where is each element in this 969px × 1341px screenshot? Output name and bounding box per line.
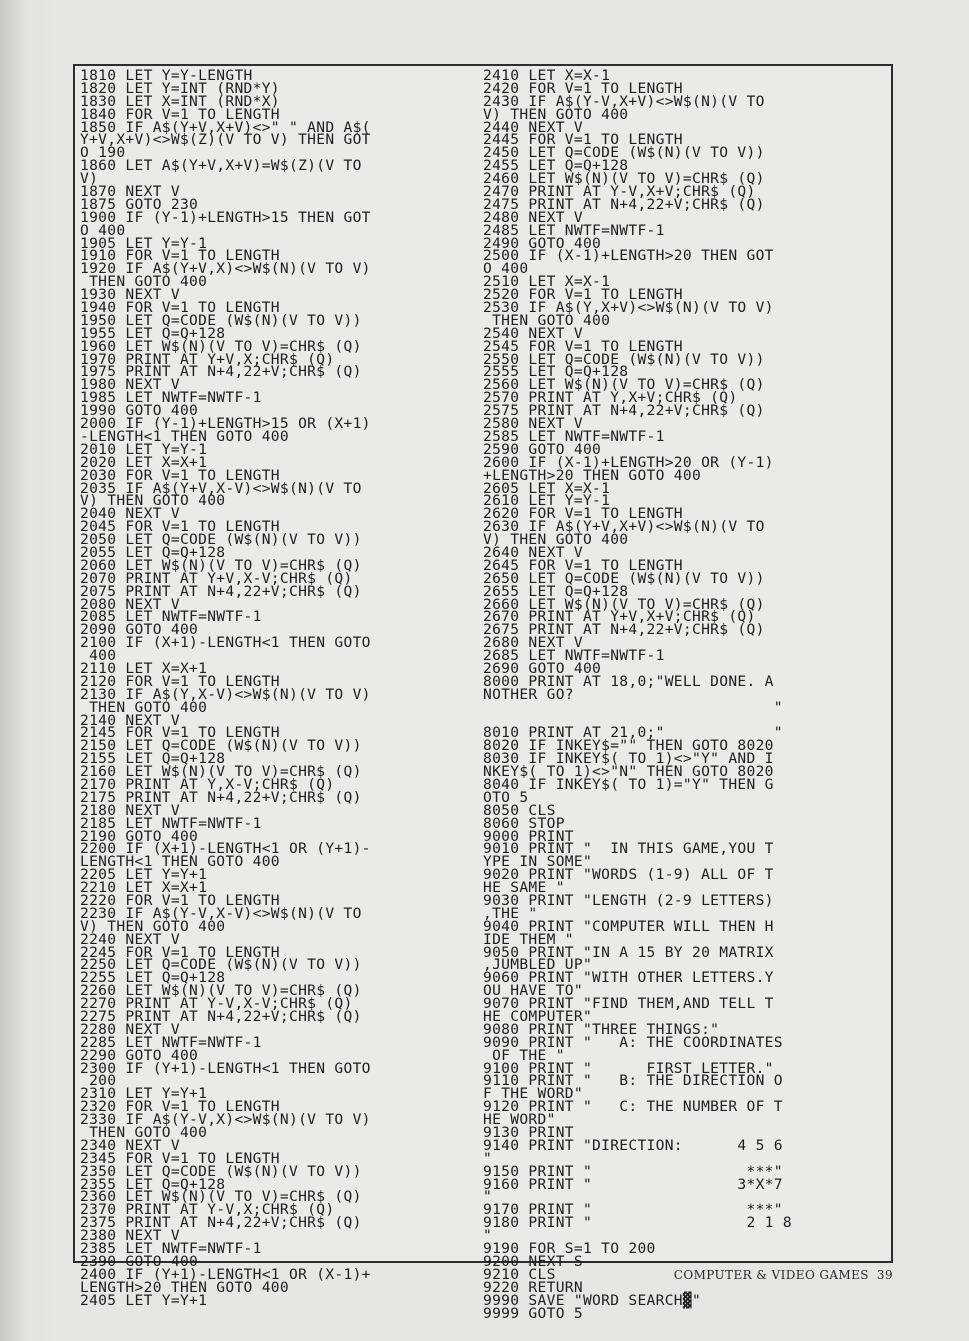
code-line: V) THEN GOTO 400	[483, 531, 629, 549]
code-line: 2450 LET Q=CODE (W$(N)(V TO V))	[483, 144, 765, 162]
code-line: 1920 IF A$(Y+V,X)<>W$(N)(V TO V)	[80, 260, 371, 278]
code-line: 9040 PRINT "COMPUTER WILL THEN H	[483, 917, 774, 935]
code-line: THEN GOTO 400	[483, 311, 611, 329]
code-line: 9999 GOTO 5	[483, 1304, 583, 1322]
code-line: 1820 LET Y=INT (RND*Y)	[80, 79, 280, 97]
code-line: 8040 IF INKEY$( TO 1)="Y" THEN G	[483, 775, 774, 793]
code-line: Y+V,X+V)<>W$(Z)(V TO V) THEN GOT	[80, 131, 371, 149]
code-line: 2260 LET W$(N)(V TO V)=CHR$ (Q)	[80, 982, 362, 1000]
code-line: 2110 LET X=X+1	[80, 659, 208, 677]
code-line: 2240 NEXT V	[80, 930, 180, 948]
code-line: 2375 PRINT AT N+4,22+V;CHR$ (Q)	[80, 1214, 362, 1232]
code-line: 9080 PRINT "THREE THINGS:"	[483, 1020, 720, 1038]
code-line: 8010 PRINT AT 21,0;" "	[483, 724, 783, 742]
code-line: 400	[80, 647, 117, 665]
code-line: 2385 LET NWTF=NWTF-1	[80, 1240, 262, 1258]
code-line: 1980 NEXT V	[80, 376, 180, 394]
code-line: 2300 IF (Y+1)-LENGTH<1 THEN GOTO	[80, 1059, 371, 1077]
code-line: "	[483, 1227, 493, 1245]
code-line: 2645 FOR V=1 TO LENGTH	[483, 556, 683, 574]
code-line: 2660 LET W$(N)(V TO V)=CHR$ (Q)	[483, 595, 765, 613]
code-line: 9010 PRINT " IN THIS GAME,YOU T	[483, 840, 774, 858]
code-line: 2245 FOR V=1 TO LENGTH	[80, 943, 280, 961]
code-line: 2045 FOR V=1 TO LENGTH	[80, 518, 280, 536]
code-line: 9150 PRINT " ***"	[483, 1162, 783, 1180]
code-line: 2485 LET NWTF=NWTF-1	[483, 221, 665, 239]
code-line: 2170 PRINT AT Y,X-V;CHR$ (Q)	[80, 775, 335, 793]
code-line: 2475 PRINT AT N+4,22+V;CHR$ (Q)	[483, 195, 765, 213]
code-line: 2285 LET NWTF=NWTF-1	[80, 1033, 262, 1051]
code-line: 1990 GOTO 400	[80, 402, 199, 420]
code-line: 9110 PRINT " B: THE DIRECTION O	[483, 1072, 783, 1090]
code-line: 2280 NEXT V	[80, 1020, 180, 1038]
code-line: 8060 STOP	[483, 814, 565, 832]
code-line: 9060 PRINT "WITH OTHER LETTERS.Y	[483, 969, 774, 987]
code-line: 1900 IF (Y-1)+LENGTH>15 THEN GOT	[80, 208, 371, 226]
page-footer	[674, 1268, 893, 1282]
code-line: 2185 LET NWTF=NWTF-1	[80, 814, 262, 832]
code-line: IDE THEM "	[483, 930, 574, 948]
code-line: 9050 PRINT "IN A 15 BY 20 MATRIX	[483, 943, 774, 961]
code-line: 2345 FOR V=1 TO LENGTH	[80, 1149, 280, 1167]
code-line: LENGTH<1 THEN GOTO 400	[80, 853, 280, 871]
code-line: ,JUMBLED UP"	[483, 956, 593, 974]
code-line: THEN GOTO 400	[80, 1124, 208, 1142]
code-line: 2250 LET Q=CODE (W$(N)(V TO V))	[80, 956, 362, 974]
code-line: 1810 LET Y=Y-LENGTH	[80, 67, 253, 84]
code-line: 2630 IF A$(Y+V,X+V)<>W$(N)(V TO	[483, 518, 765, 536]
code-line: "	[483, 1188, 493, 1206]
listing-left-column	[80, 67, 371, 1309]
page-number: 39	[876, 1268, 893, 1282]
code-line: 2575 PRINT AT N+4,22+V;CHR$ (Q)	[483, 402, 765, 420]
code-line: 2080 NEXT V	[80, 595, 180, 613]
code-line: 8050 CLS	[483, 801, 556, 819]
code-line: V) THEN GOTO 400	[80, 492, 226, 510]
code-line: 2440 NEXT V	[483, 118, 583, 136]
code-line: 2030 FOR V=1 TO LENGTH	[80, 466, 280, 484]
code-line: 2670 PRINT AT Y+V,X+V;CHR$ (Q)	[483, 608, 756, 626]
code-line: 8020 IF INKEY$="" THEN GOTO 8020	[483, 737, 774, 755]
code-line: 2155 LET Q=Q+128	[80, 750, 226, 768]
code-line: 2040 NEXT V	[80, 505, 180, 523]
code-line: 2000 IF (Y-1)+LENGTH>15 OR (X+1)	[80, 415, 371, 433]
code-line: 2270 PRINT AT Y-V,X-V;CHR$ (Q)	[80, 995, 353, 1013]
code-line: V) THEN GOTO 400	[483, 105, 629, 123]
code-line: 9000 PRINT	[483, 827, 574, 845]
code-line: 2350 LET Q=CODE (W$(N)(V TO V))	[80, 1162, 362, 1180]
code-line: 2180 NEXT V	[80, 801, 180, 819]
code-line: 1970 PRINT AT Y+V,X;CHR$ (Q)	[80, 350, 335, 368]
code-line: 8000 PRINT AT 18,0;"WELL DONE. A	[483, 672, 774, 690]
code-line: 2370 PRINT AT Y-V,X;CHR$ (Q)	[80, 1201, 335, 1219]
code-line: 1975 PRINT AT N+4,22+V;CHR$ (Q)	[80, 363, 362, 381]
code-line: 2640 NEXT V	[483, 543, 583, 561]
code-line: 1875 GOTO 230	[80, 195, 199, 213]
code-line: 9220 RETURN	[483, 1278, 583, 1296]
code-line: 2590 GOTO 400	[483, 440, 602, 458]
code-line: V)	[80, 170, 99, 188]
code-line: 9100 PRINT " FIRST LETTER."	[483, 1059, 774, 1077]
code-line: 2550 LET Q=CODE (W$(N)(V TO V))	[483, 350, 765, 368]
code-line: 2510 LET X=X-1	[483, 273, 611, 291]
code-line: 9120 PRINT " C: THE NUMBER OF T	[483, 1098, 783, 1116]
code-line: 2145 FOR V=1 TO LENGTH	[80, 724, 280, 742]
code-line: 2130 IF A$(Y,X-V)<>W$(N)(V TO V)	[80, 685, 371, 703]
code-line: 2620 FOR V=1 TO LENGTH	[483, 505, 683, 523]
code-line: 2410 LET X=X-1	[483, 67, 611, 84]
code-line: 9170 PRINT " ***"	[483, 1201, 783, 1219]
magazine-title: COMPUTER & VIDEO GAMES	[673, 1268, 869, 1282]
code-line: 9210 CLS	[483, 1265, 556, 1283]
code-line: 2685 LET NWTF=NWTF-1	[483, 647, 665, 665]
code-line: 9030 PRINT "LENGTH (2-9 LETTERS)	[483, 892, 774, 909]
code-line: 1910 FOR V=1 TO LENGTH	[80, 247, 280, 265]
code-line: 9140 PRINT "DIRECTION: 4 5 6	[483, 1136, 783, 1154]
code-line: 2100 IF (X+1)-LENGTH<1 THEN GOTO	[80, 634, 371, 652]
code-line: 2230 IF A$(Y-V,X-V)<>W$(N)(V TO	[80, 904, 362, 922]
code-line: 2010 LET Y=Y-1	[80, 440, 208, 458]
code-line: 2050 LET Q=CODE (W$(N)(V TO V))	[80, 531, 362, 549]
code-line: 2650 LET Q=CODE (W$(N)(V TO V))	[483, 569, 765, 587]
code-line: 2320 FOR V=1 TO LENGTH	[80, 1098, 280, 1116]
code-line: 200	[80, 1072, 117, 1090]
code-line: 2220 FOR V=1 TO LENGTH	[80, 892, 280, 909]
code-line: 2490 GOTO 400	[483, 234, 602, 252]
code-line: 2340 NEXT V	[80, 1136, 180, 1154]
code-line: 1950 LET Q=CODE (W$(N)(V TO V))	[80, 311, 362, 329]
code-line: 1850 IF A$(Y+V,X+V)<>" " AND A$(	[80, 118, 371, 136]
code-line: 2610 LET Y=Y-1	[483, 492, 611, 510]
code-line: 2580 NEXT V	[483, 415, 583, 433]
code-line: 2680 NEXT V	[483, 634, 583, 652]
code-line: 2290 GOTO 400	[80, 1046, 199, 1064]
code-line: 2310 LET Y=Y+1	[80, 1085, 208, 1103]
code-line: 1870 NEXT V	[80, 183, 180, 201]
code-line: 2035 IF A$(Y+V,X-V)<>W$(N)(V TO	[80, 479, 362, 497]
code-line: 9090 PRINT " A: THE COORDINATES	[483, 1033, 783, 1051]
code-line: 2560 LET W$(N)(V TO V)=CHR$ (Q)	[483, 376, 765, 394]
code-line: 2330 IF A$(Y-V,X)<>W$(N)(V TO V)	[80, 1111, 371, 1129]
code-line: +LENGTH>20 THEN GOTO 400	[483, 466, 702, 484]
code-line: O 190	[80, 144, 126, 162]
code-line: LENGTH>20 THEN GOTO 400	[80, 1278, 289, 1296]
code-line: OTO 5	[483, 788, 529, 806]
code-line: 2055 LET Q=Q+128	[80, 543, 226, 561]
code-line: HE WORD"	[483, 1111, 556, 1129]
code-line: 9130 PRINT	[483, 1124, 574, 1142]
code-line: THEN GOTO 400	[80, 273, 208, 291]
code-line: 2455 LET Q=Q+128	[483, 157, 629, 175]
code-line: ,THE "	[483, 904, 538, 922]
code-line: 2150 LET Q=CODE (W$(N)(V TO V))	[80, 737, 362, 755]
listing-right-column	[483, 67, 792, 1322]
code-line: 2405 LET Y=Y+1	[80, 1291, 208, 1309]
code-line: 2160 LET W$(N)(V TO V)=CHR$ (Q)	[80, 763, 362, 781]
code-line: 2600 IF (X-1)+LENGTH>20 OR (Y-1)	[483, 453, 774, 471]
code-line: 2255 LET Q=Q+128	[80, 969, 226, 987]
code-line: 2380 NEXT V	[80, 1227, 180, 1245]
code-line: O 400	[483, 260, 529, 278]
code-line: 2530 IF A$(Y,X+V)<>W$(N)(V TO V)	[483, 299, 774, 317]
code-line: F THE WORD"	[483, 1085, 583, 1103]
code-line: 9200 NEXT S	[483, 1252, 583, 1270]
code-line: 2120 FOR V=1 TO LENGTH	[80, 672, 280, 690]
code-line: 2200 IF (X+1)-LENGTH<1 OR (Y+1)-	[80, 840, 371, 858]
code-line: 1960 LET W$(N)(V TO V)=CHR$ (Q)	[80, 337, 362, 355]
code-line: 2090 GOTO 400	[80, 621, 199, 639]
code-line: YPE IN SOME"	[483, 853, 593, 871]
code-line: 2500 IF (X-1)+LENGTH>20 THEN GOT	[483, 247, 774, 265]
code-line: 2085 LET NWTF=NWTF-1	[80, 608, 262, 626]
code-line: 2020 LET X=X+1	[80, 453, 208, 471]
code-line: 2070 PRINT AT Y+V,X-V;CHR$ (Q)	[80, 569, 353, 587]
code-line: 2275 PRINT AT N+4,22+V;CHR$ (Q)	[80, 1008, 362, 1026]
code-line: 2520 FOR V=1 TO LENGTH	[483, 286, 683, 304]
code-line: "	[483, 1149, 493, 1167]
code-line: 2460 LET W$(N)(V TO V)=CHR$ (Q)	[483, 170, 765, 188]
code-line: 2190 GOTO 400	[80, 827, 199, 845]
code-line: 2075 PRINT AT N+4,22+V;CHR$ (Q)	[80, 582, 362, 600]
code-line: "	[483, 698, 783, 716]
code-line: 9180 PRINT " 2 1 8	[483, 1214, 792, 1232]
code-line: OF THE "	[483, 1046, 565, 1064]
code-line: 2390 GOTO 400	[80, 1252, 199, 1270]
code-line: 2355 LET Q=Q+128	[80, 1175, 226, 1193]
code-line: 8030 IF INKEY$( TO 1)<>"Y" AND I	[483, 750, 774, 768]
code-line: 2605 LET X=X-1	[483, 479, 611, 497]
code-line: O 400	[80, 221, 126, 239]
code-line: 2445 FOR V=1 TO LENGTH	[483, 131, 683, 149]
code-line: NKEY$( TO 1)<>"N" THEN GOTO 8020	[483, 763, 774, 781]
code-line: V) THEN GOTO 400	[80, 917, 226, 935]
code-line: 9190 FOR S=1 TO 200	[483, 1240, 656, 1258]
code-line: -LENGTH<1 THEN GOTO 400	[80, 427, 289, 445]
code-line: 2470 PRINT AT Y-V,X+V;CHR$ (Q)	[483, 183, 756, 201]
code-line: 9990 SAVE "WORD SEARCH▓"	[483, 1291, 702, 1309]
code-line: 1930 NEXT V	[80, 286, 180, 304]
code-line: 2205 LET Y=Y+1	[80, 866, 208, 884]
code-line: 2690 GOTO 400	[483, 659, 602, 677]
code-line: 9070 PRINT "FIND THEM,AND TELL T	[483, 995, 774, 1013]
code-line: 2585 LET NWTF=NWTF-1	[483, 427, 665, 445]
code-line: 2540 NEXT V	[483, 324, 583, 342]
code-line: NOTHER GO?	[483, 685, 574, 703]
code-line: HE COMPUTER"	[483, 1008, 593, 1026]
code-line: 1830 LET X=INT (RND*X)	[80, 92, 280, 110]
code-line: 1905 LET Y=Y-1	[80, 234, 208, 252]
code-line: OU HAVE TO"	[483, 982, 583, 1000]
code-line: 1840 FOR V=1 TO LENGTH	[80, 105, 280, 123]
code-line: THEN GOTO 400	[80, 698, 208, 716]
code-line: 1955 LET Q=Q+128	[80, 324, 226, 342]
code-line: 2420 FOR V=1 TO LENGTH	[483, 79, 683, 97]
code-line: 2400 IF (Y+1)-LENGTH<1 OR (X-1)+	[80, 1265, 371, 1283]
code-line: 1860 LET A$(Y+V,X+V)=W$(Z)(V TO	[80, 157, 362, 175]
code-line: 2555 LET Q=Q+128	[483, 363, 629, 381]
code-line: 9160 PRINT " 3*X*7	[483, 1175, 783, 1193]
code-line: 2175 PRINT AT N+4,22+V;CHR$ (Q)	[80, 788, 362, 806]
code-line: 2545 FOR V=1 TO LENGTH	[483, 337, 683, 355]
code-line: 9020 PRINT "WORDS (1-9) ALL OF T	[483, 866, 774, 884]
code-line: 1940 FOR V=1 TO LENGTH	[80, 299, 280, 317]
code-line: 1985 LET NWTF=NWTF-1	[80, 389, 262, 407]
code-line: 2210 LET X=X+1	[80, 879, 208, 897]
code-line: 2430 IF A$(Y-V,X+V)<>W$(N)(V TO	[483, 92, 765, 110]
code-line: 2140 NEXT V	[80, 711, 180, 729]
code-line: 2360 LET W$(N)(V TO V)=CHR$ (Q)	[80, 1188, 362, 1206]
code-line: 2480 NEXT V	[483, 208, 583, 226]
code-line: 2675 PRINT AT N+4,22+V;CHR$ (Q)	[483, 621, 765, 639]
code-line: HE SAME "	[483, 879, 565, 897]
code-line: 2060 LET W$(N)(V TO V)=CHR$ (Q)	[80, 556, 362, 574]
code-line: 2570 PRINT AT Y,X+V;CHR$ (Q)	[483, 389, 738, 407]
code-line: 2655 LET Q=Q+128	[483, 582, 629, 600]
